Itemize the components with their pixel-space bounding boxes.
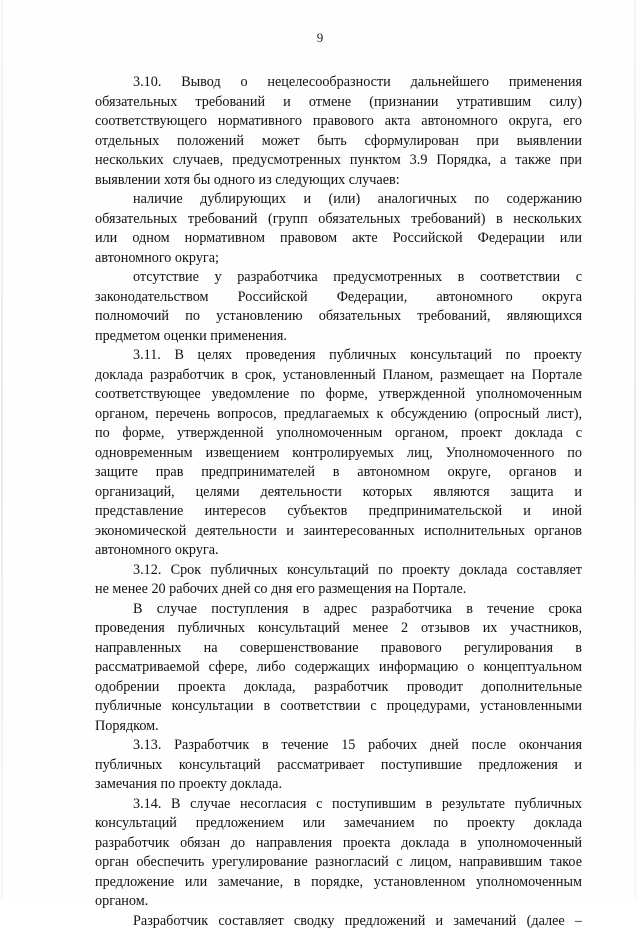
paragraph-p-3-14 bbox=[95, 795, 582, 912]
text-line: предметом оценки применения. bbox=[95, 327, 582, 347]
paragraph-p-3-12 bbox=[95, 561, 582, 600]
text-line: законодательством Российской Федерации, автономного округа bbox=[95, 288, 582, 308]
text-line: Разработчик составляет сводку предложений и замечаний (далее – bbox=[95, 912, 582, 931]
text-line: 3.13. Разработчик в течение 15 рабочих дней после окончания bbox=[95, 736, 582, 756]
text-line: наличие дублирующих и (или) аналогичных по содержанию bbox=[95, 190, 582, 210]
text-line: предложение или замечание, в порядке, установленном уполномоченным bbox=[95, 873, 582, 893]
text-line: консультаций предложением или замечанием по проекту доклада bbox=[95, 814, 582, 834]
text-line: замечания по проекту доклада. bbox=[95, 775, 582, 795]
page-number: 9 bbox=[0, 30, 640, 46]
text-line: орган обеспечить урегулирование разногласий с лицом, направившим такое bbox=[95, 853, 582, 873]
text-line: публичных консультаций рассматривает поступившие предложения и bbox=[95, 756, 582, 776]
text-line: проведения публичных консультаций менее 2 отзывов их участников, bbox=[95, 619, 582, 639]
text-line: 3.14. В случае несогласия с поступившим в результате публичных bbox=[95, 795, 582, 815]
scan-edge-left bbox=[1, 0, 3, 899]
text-line: рассматриваемой сфере, либо содержащих информацию о концептуальном bbox=[95, 658, 582, 678]
text-line: экономической деятельности и заинтересованных исполнительных органов bbox=[95, 522, 582, 542]
text-line: обязательных требований (групп обязательных требований) в нескольких bbox=[95, 210, 582, 230]
text-line: направленных на совершенствование правового регулирования в bbox=[95, 639, 582, 659]
text-line: органом. bbox=[95, 892, 582, 912]
text-line: защите прав предпринимателей в автономном округе, органов и bbox=[95, 463, 582, 483]
text-line: обязательных требований и отмене (признании утратившим силу) bbox=[95, 93, 582, 113]
text-line: нескольких случаев, предусмотренных пунктом 3.9 Порядка, а также при bbox=[95, 151, 582, 171]
text-line: Порядком. bbox=[95, 717, 582, 737]
paragraph-p-dup bbox=[95, 190, 582, 268]
text-line: одобрении проекта доклада, разработчик проводит дополнительные bbox=[95, 678, 582, 698]
text-line: автономного округа; bbox=[95, 249, 582, 269]
scan-edge-right bbox=[634, 0, 636, 899]
paragraph-p-3-10 bbox=[95, 73, 582, 190]
text-line: полномочий по установлению обязательных требований, являющихся bbox=[95, 307, 582, 327]
text-line: В случае поступления в адрес разработчика в течение срока bbox=[95, 600, 582, 620]
text-line: публичные консультации в соответствии с процедурами, установленными bbox=[95, 697, 582, 717]
paragraph-p-receipt bbox=[95, 600, 582, 737]
document-body bbox=[95, 73, 582, 931]
text-line: представление интересов субъектов предпринимательской и иной bbox=[95, 502, 582, 522]
text-line: организаций, целями деятельности которых являются защита и bbox=[95, 483, 582, 503]
paragraph-p-absence bbox=[95, 268, 582, 346]
text-line: соответствующее уведомление по форме, утвержденной уполномоченным bbox=[95, 385, 582, 405]
text-line: 3.10. Вывод о нецелесообразности дальнейшего применения bbox=[95, 73, 582, 93]
text-line: автономного округа. bbox=[95, 541, 582, 561]
paragraph-p-3-13 bbox=[95, 736, 582, 795]
paragraph-p-summary bbox=[95, 912, 582, 931]
text-line: отсутствие у разработчика предусмотренных в соответствии с bbox=[95, 268, 582, 288]
text-line: не менее 20 рабочих дней со дня его размещения на Портале. bbox=[95, 580, 582, 600]
text-line: 3.11. В целях проведения публичных консультаций по проекту bbox=[95, 346, 582, 366]
text-line: одновременным извещением контролируемых лиц, Уполномоченного по bbox=[95, 444, 582, 464]
paragraph-p-3-11 bbox=[95, 346, 582, 561]
text-line: доклада разработчик в срок, установленный Планом, размещает на Портале bbox=[95, 366, 582, 386]
text-line: соответствующего нормативного правового акта автономного округа, его bbox=[95, 112, 582, 132]
text-line: органом, перечень вопросов, предлагаемых к обсуждению (опросный лист), bbox=[95, 405, 582, 425]
text-line: 3.12. Срок публичных консультаций по проекту доклада составляет bbox=[95, 561, 582, 581]
text-line: или одном нормативном правовом акте Российской Федерации или bbox=[95, 229, 582, 249]
text-line: отдельных положений может быть сформулирован при выявлении bbox=[95, 132, 582, 152]
text-line: по форме, утвержденной уполномоченным органом, проект доклада с bbox=[95, 424, 582, 444]
text-line: выявлении хотя бы одного из следующих случаев: bbox=[95, 171, 582, 191]
text-line: разработчик обязан до направления проекта доклада в уполномоченный bbox=[95, 834, 582, 854]
